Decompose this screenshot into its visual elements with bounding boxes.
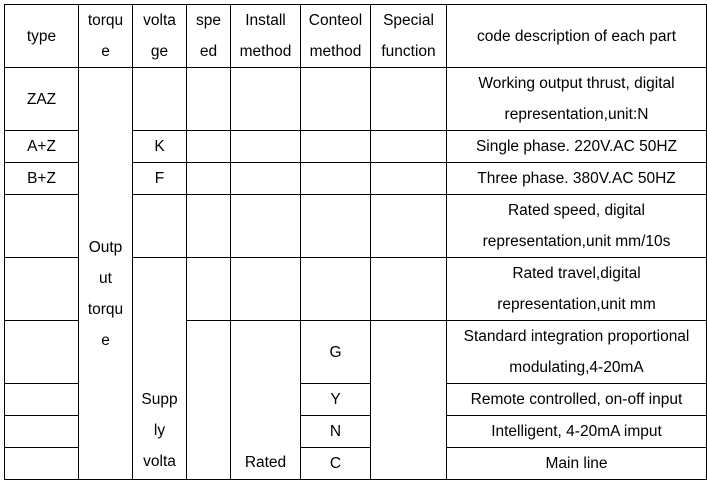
cell-description: Intelligent, 4-20mA imput bbox=[447, 416, 707, 448]
cell-type bbox=[5, 416, 79, 448]
cell-install bbox=[231, 163, 301, 195]
cell-control: C bbox=[301, 448, 371, 480]
cell-control bbox=[301, 258, 371, 321]
cell-install bbox=[231, 195, 301, 258]
header-row bbox=[5, 5, 707, 68]
header-install-method: Install method bbox=[231, 5, 301, 68]
cell-speed-merged bbox=[187, 321, 231, 480]
cell-description: Working output thrust, digital representation,unit:N bbox=[447, 68, 707, 131]
cell-control bbox=[301, 163, 371, 195]
cell-install bbox=[231, 131, 301, 163]
cell-control bbox=[301, 195, 371, 258]
cell-install bbox=[231, 258, 301, 321]
cell-speed bbox=[187, 258, 231, 321]
cell-special bbox=[371, 163, 447, 195]
cell-control bbox=[301, 68, 371, 131]
header-description: code description of each part bbox=[447, 5, 707, 68]
cell-voltage: K bbox=[133, 131, 187, 163]
cell-type bbox=[5, 384, 79, 416]
cell-type: B+Z bbox=[5, 163, 79, 195]
cell-supply-voltage-merged: Supp ly volta bbox=[133, 258, 187, 480]
cell-speed bbox=[187, 195, 231, 258]
cell-description: Rated travel,digital representation,unit mm bbox=[447, 258, 707, 321]
cell-voltage bbox=[133, 68, 187, 131]
cell-speed bbox=[187, 131, 231, 163]
header-speed: spe ed bbox=[187, 5, 231, 68]
cell-voltage bbox=[133, 195, 187, 258]
cell-type bbox=[5, 448, 79, 480]
cell-description: Remote controlled, on-off input bbox=[447, 384, 707, 416]
table-row bbox=[5, 68, 707, 131]
cell-speed bbox=[187, 163, 231, 195]
header-special-function: Special function bbox=[371, 5, 447, 68]
cell-control bbox=[301, 131, 371, 163]
header-type: type bbox=[5, 5, 79, 68]
cell-type bbox=[5, 195, 79, 258]
header-control-method: Conteol method bbox=[301, 5, 371, 68]
cell-special bbox=[371, 131, 447, 163]
cell-control: N bbox=[301, 416, 371, 448]
cell-description: Main line bbox=[447, 448, 707, 480]
cell-special-merged bbox=[371, 321, 447, 480]
cell-speed bbox=[187, 68, 231, 131]
cell-special bbox=[371, 258, 447, 321]
cell-type: ZAZ bbox=[5, 68, 79, 131]
cell-type bbox=[5, 258, 79, 321]
code-description-table bbox=[4, 4, 707, 480]
cell-type: A+Z bbox=[5, 131, 79, 163]
cell-description: Single phase. 220V.AC 50HZ bbox=[447, 131, 707, 163]
cell-control: Y bbox=[301, 384, 371, 416]
cell-description: Three phase. 380V.AC 50HZ bbox=[447, 163, 707, 195]
cell-special bbox=[371, 68, 447, 131]
header-torque: torqu e bbox=[79, 5, 133, 68]
cell-install-merged: Rated bbox=[231, 321, 301, 480]
cell-special bbox=[371, 195, 447, 258]
cell-control: G bbox=[301, 321, 371, 384]
cell-description: Standard integration proportional modulating,4-20mA bbox=[447, 321, 707, 384]
header-voltage: volta ge bbox=[133, 5, 187, 68]
cell-type bbox=[5, 321, 79, 384]
cell-description: Rated speed, digital representation,unit mm/10s bbox=[447, 195, 707, 258]
cell-voltage: F bbox=[133, 163, 187, 195]
cell-install bbox=[231, 68, 301, 131]
cell-output-torque-merged: Outp ut torqu e bbox=[79, 68, 133, 480]
